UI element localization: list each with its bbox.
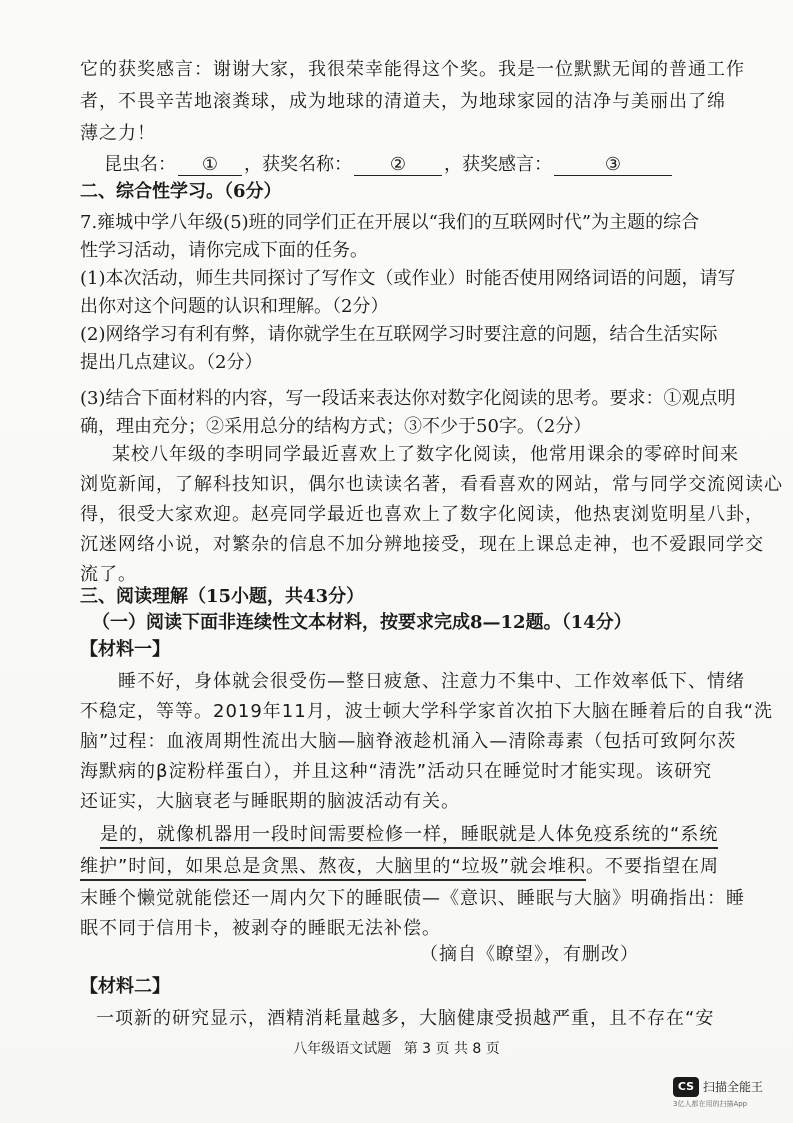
scanner-watermark (673, 1075, 783, 1111)
material-line: 得，很受大家欢迎。赵亮同学最近也喜欢上了数字化阅读，他热衷浏览明星八卦， (80, 504, 764, 525)
underlined-sentence: 是的，就像机器用一段时间需要检修一样，睡眠就是人体免疫系统的“系统 (100, 824, 718, 849)
blank-label: 昆虫名： (104, 154, 176, 175)
material-line: 海默病的β淀粉样蛋白），并且这种“清洗”活动只在睡觉时才能实现。该研究 (80, 761, 713, 782)
fill-blank-row (80, 150, 674, 176)
question-line: (3)结合下面材料的内容，写一段话来表达你对数字化阅读的思考。要求：①观点明 (80, 388, 736, 409)
text-line: 薄之力！ (80, 123, 156, 144)
watermark-tagline: 3亿人都在用的扫描App (673, 1100, 748, 1108)
subsection-heading: （一）阅读下面非连续性文本材料，按要求完成8—12题。（14分） (92, 612, 632, 633)
question-line: 出你对这个问题的认识和理解。（2分） (80, 296, 389, 317)
material-line: 眠不同于信用卡，被剥夺的睡眠无法补偿。 (80, 918, 441, 939)
text-line: 者，不畏辛苦地滚粪球，成为地球的清道夫，为地球家园的洁净与美丽出了绵 (80, 91, 726, 112)
section-heading: 三、阅读理解（15小题，共43分） (80, 586, 365, 607)
material-line: 流了。 (80, 564, 137, 585)
material-line: 浏览新闻，了解科技知识，偶尔也读读名著，看看喜欢的网站，常与同学交流阅读心 (80, 474, 783, 495)
material-title: 【材料一】 (80, 639, 170, 660)
material-line: 某校八年级的李明同学最近喜欢上了数字化阅读，他常用课余的零碎时间来 (112, 444, 739, 465)
section-heading: 二、综合性学习。（6分） (80, 181, 282, 202)
answer-blank[interactable]: ③ (554, 154, 672, 176)
footer-page-number: 第 3 页 共 8 页 (403, 1041, 500, 1057)
text-fragment: 。不要指望在周 (585, 856, 719, 877)
material-line: 末睡个懒觉就能偿还一周内欠下的睡眠债—《意识、睡眠与大脑》明确指出：睡 (80, 888, 745, 909)
question-line: (1)本次活动，师生共同探讨了写作文（或作业）时能否使用网络词语的问题，请写 (80, 268, 736, 289)
underlined-line (100, 823, 720, 847)
material-line: 睡不好，身体就会很受伤—整日疲惫、注意力不集中、工作效率低下、情绪 (118, 671, 745, 692)
footer-subject: 八年级语文试题 (293, 1041, 392, 1057)
material-line: 还证实，大脑衰老与睡眠期的脑波活动有关。 (80, 791, 460, 812)
blank-label: ，获奖感言： (444, 154, 552, 175)
question-line: 性学习活动，请你完成下面的任务。 (80, 240, 368, 261)
question-line: (2)网络学习有利有弊，请你就学生在互联网学习时要注意的问题，结合生活实际 (80, 324, 718, 345)
watermark-name: 扫描全能王 (703, 1080, 764, 1094)
page-footer (0, 1038, 793, 1058)
material-line: 不稳定，等等。2019年11月，波士顿大学科学家首次拍下大脑在睡着后的自我“洗 (80, 701, 774, 722)
question-line: 确，理由充分；②采用总分的结构方式；③不少于50字。（2分） (80, 416, 592, 437)
source-note: （摘自《瞭望》，有删改） (420, 944, 639, 965)
question-line: 7.雍城中学八年级(5)班的同学们正在开展以“我们的互联网时代”为主题的综合 (80, 212, 700, 233)
material-line: 沉迷网络小说，对繁杂的信息不加分辨地接受，现在上课总走神，也不爱跟同学交 (80, 534, 764, 555)
answer-blank[interactable]: ② (354, 154, 442, 176)
question-line: 提出几点建议。（2分） (80, 352, 263, 373)
blank-label: ，获奖名称： (244, 154, 352, 175)
material-line: 一项新的研究显示，酒精消耗量越多，大脑健康受损越严重，且不存在“安 (96, 1008, 715, 1029)
text-line: 它的获奖感言：谢谢大家，我很荣幸能得这个奖。我是一位默默无闻的普通工作 (80, 59, 745, 80)
camscanner-logo-icon: CS (673, 1077, 699, 1097)
material-title: 【材料二】 (80, 976, 170, 997)
underlined-sentence: 维护”时间，如果总是贪黑、熬夜，大脑里的“垃圾”就会堆积 (80, 856, 586, 881)
underlined-line (80, 855, 720, 879)
material-line: 脑”过程：血液周期性流出大脑—脑脊液趁机涌入—清除毒素（包括可致阿尔茨 (80, 731, 737, 752)
answer-blank[interactable]: ① (178, 154, 242, 176)
